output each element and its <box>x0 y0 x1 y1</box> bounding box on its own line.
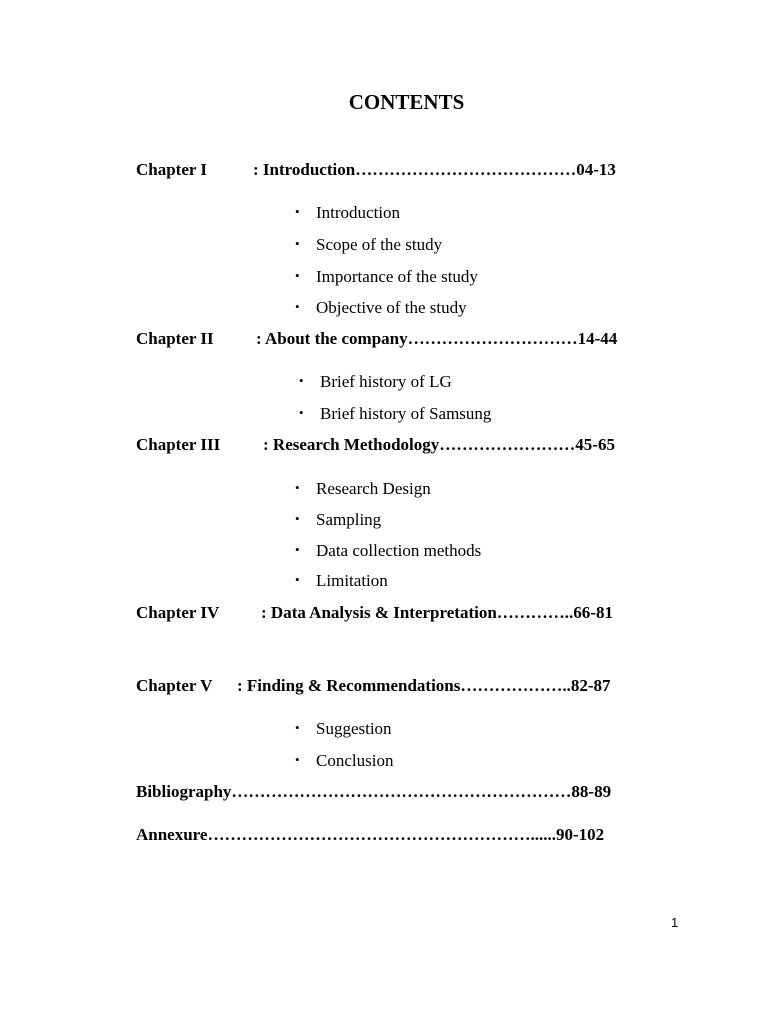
toc-entry-bibliography <box>136 782 611 802</box>
chapter-label: Chapter IV <box>136 603 220 622</box>
chapter-title: : About the company <box>256 329 408 348</box>
chapter-label: Chapter V <box>136 676 213 695</box>
page-range: 88-89 <box>571 782 612 801</box>
dot-leader: ………………………………… <box>355 160 577 179</box>
list-item: • Suggestion <box>295 719 392 738</box>
toc-entry-chapter-5 <box>136 676 611 696</box>
chapter-title: : Data Analysis & Interpretation <box>261 603 497 622</box>
page-range: 14-44 <box>577 329 618 348</box>
page-range: 82-87 <box>570 676 611 695</box>
page-number: 1 <box>671 915 679 930</box>
bullet-icon: • <box>299 405 304 420</box>
entry-label: Bibliography <box>136 782 232 801</box>
dot-leader: ……………….. <box>460 676 571 695</box>
chapter-title: : Research Methodology <box>263 435 440 454</box>
bullet-icon: • <box>295 268 300 283</box>
dot-leader: …………………………………………………… <box>231 782 572 801</box>
page-range: 04-13 <box>576 160 616 179</box>
bullet-icon: • <box>295 572 300 587</box>
page-range: 45-65 <box>575 435 615 454</box>
bullet-icon: • <box>299 373 304 388</box>
dot-leader: …………………… <box>439 435 576 454</box>
list-item: • Introduction <box>295 203 401 222</box>
entry-label: Annexure <box>136 825 208 844</box>
list-item: • Scope of the study <box>295 235 443 254</box>
page-range: 90-102 <box>555 825 605 844</box>
chapter-title: : Introduction <box>253 160 356 179</box>
dot-leader: ………………………… <box>407 329 578 348</box>
list-item: • Limitation <box>295 571 388 590</box>
list-item: • Brief history of LG <box>299 372 452 391</box>
list-item: • Brief history of Samsung <box>299 404 492 423</box>
dot-leader: …………………………………………………...... <box>207 825 556 844</box>
page-title: CONTENTS <box>348 90 465 114</box>
list-item: • Research Design <box>295 479 431 498</box>
dot-leader: ………….. <box>496 603 574 622</box>
list-item: • Importance of the study <box>295 267 478 286</box>
bullet-icon: • <box>295 511 300 526</box>
bullet-icon: • <box>295 752 300 767</box>
bullet-icon: • <box>295 236 300 251</box>
bullet-icon: • <box>295 542 300 557</box>
list-item: • Data collection methods <box>295 541 482 560</box>
chapter-label: Chapter I <box>136 160 207 179</box>
chapter-title: : Finding & Recommendations <box>237 676 461 695</box>
chapter-label: Chapter III <box>136 435 221 454</box>
list-item: • Sampling <box>295 510 382 529</box>
list-item: • Conclusion <box>295 751 394 770</box>
toc-entry-chapter-1 <box>136 160 616 180</box>
bullet-icon: • <box>295 480 300 495</box>
bullet-icon: • <box>295 204 300 219</box>
toc-entry-annexure <box>136 825 604 845</box>
toc-entry-chapter-2 <box>136 329 617 349</box>
chapter-label: Chapter II <box>136 329 214 348</box>
toc-entry-chapter-3 <box>136 435 615 455</box>
page-range: 66-81 <box>573 603 613 622</box>
toc-entry-chapter-4 <box>136 603 613 623</box>
bullet-icon: • <box>295 720 300 735</box>
list-item: • Objective of the study <box>295 298 467 317</box>
bullet-icon: • <box>295 299 300 314</box>
